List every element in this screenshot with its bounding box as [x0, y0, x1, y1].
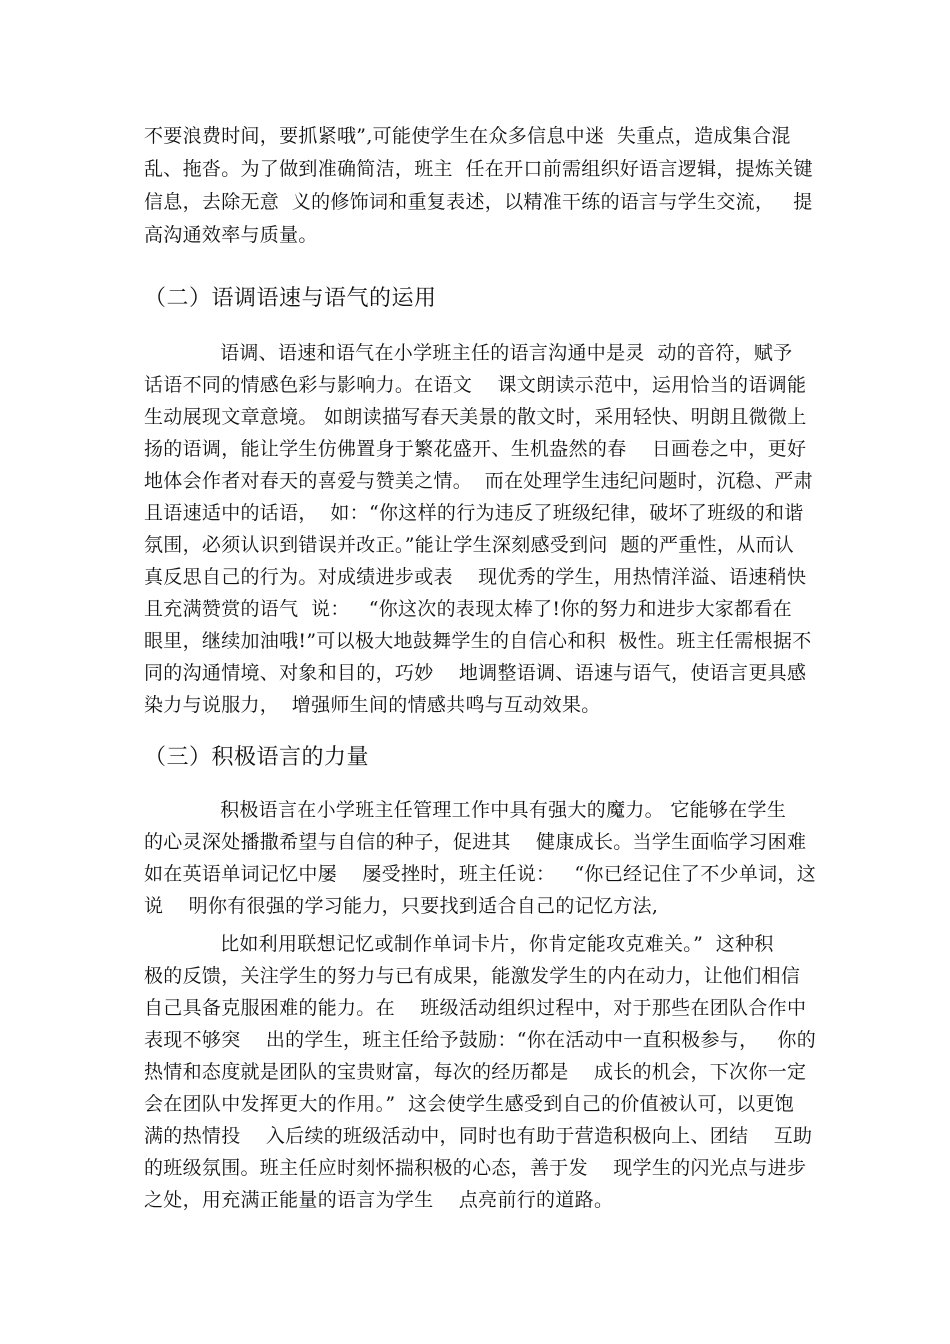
section-3-line-3: 如在英语单词记忆中屡 屡受挫时，班主任说： “你已经记住了不少单词，这 [144, 863, 816, 885]
section-2-line-8: 真反思自己的行为。对成绩进步或表 现优秀的学生，用热情洋溢、语速稍快 [144, 566, 807, 588]
section-3-line-13: 之处，用充满正能量的语言为学生 点亮前行的道路。 [144, 1189, 614, 1211]
section-2-heading: （二）语调语速与语气的运用 [144, 286, 437, 311]
section-2-line-3: 生动展现文章意境。 如朗读描写春天美景的散文时，采用轻快、明朗且微微上 [144, 406, 807, 428]
section-3-line-5: 比如利用联想记忆或制作单词卡片，你肯定能攻克难关。” 这种积 [144, 933, 774, 955]
section-3-line-9: 热情和态度就是团队的宝贵财富，每次的经历都是 成长的机会，下次你一定 [144, 1061, 807, 1083]
section-3-heading: （三）积极语言的力量 [144, 745, 370, 770]
section-2-line-12: 染力与说服力， 增强师生间的情感共鸣与互动效果。 [144, 694, 601, 716]
section-3-line-6: 极的反馈，关注学生的努力与已有成果，能激发学生的内在动力，让他们相信 [144, 965, 801, 987]
paragraph-1-line-1: 不要浪费时间，要抓紧哦”,可能使学生在众多信息中迷 失重点，造成集合混 [144, 125, 791, 147]
section-3-line-11: 满的热情投 入后续的班级活动中，同时也有助于营造积极向上、团结 互助 [144, 1125, 813, 1147]
section-3-line-1: 积极语言在小学班主任管理工作中具有强大的魔力。 它能够在学生 [144, 799, 787, 821]
section-2-line-1: 语调、语速和语气在小学班主任的语言沟通中是灵 动的音符，赋予 [144, 342, 793, 364]
section-2-line-6: 且语速适中的话语， 如：“你这样的行为违反了班级纪律，破坏了班级的和谐 [144, 502, 804, 524]
paragraph-1-line-3: 信息，去除无意 义的修饰词和重复表述，以精准干练的语言与学生交流， 提 [144, 191, 813, 213]
section-3-line-4: 说 明你有很强的学习能力，只要找到适合自己的记忆方法, [144, 895, 659, 917]
section-2-line-9: 且充满赞赏的语气 说： “你这次的表现太棒了!你的努力和进步大家都看在 [144, 598, 792, 620]
section-2-line-2: 话语不同的情感色彩与影响力。在语文 课文朗读示范中，运用恰当的语调能 [144, 374, 807, 396]
section-3-line-7: 自己具备克服困难的能力。在 班级活动组织过程中，对于那些在团队合作中 [144, 997, 807, 1019]
paragraph-1-line-4: 高沟通效率与质量。 [144, 224, 318, 246]
section-2-line-5: 地体会作者对春天的喜爱与赞美之情。 而在处理学生违纪问题时，沉稳、严肃 [144, 470, 813, 492]
section-2-line-4: 扬的语调，能让学生仿佛置身于繁花盛开、生机盎然的春 日画卷之中，更好 [144, 438, 807, 460]
section-3-line-8: 表现不够突 出的学生，班主任给予鼓励：“你在活动中一直积极参与， 你的 [144, 1029, 816, 1051]
section-3-line-2: 的心灵深处播撒希望与自信的种子，促进其 健康成长。当学生面临学习困难 [144, 831, 807, 853]
section-3-line-10: 会在团队中发挥更大的作用。” 这会使学生感受到自己的价值被认可，以更饱 [144, 1093, 795, 1115]
section-2-line-11: 同的沟通情境、对象和目的，巧妙 地调整语调、语速与语气，使语言更具感 [144, 662, 807, 684]
section-3-line-12: 的班级氛围。班主任应时刻怀揣积极的心态，善于发 现学生的闪光点与进步 [144, 1157, 807, 1179]
section-2-line-7: 氛围，必须认识到错误并改正。”能让学生深刻感受到问 题的严重性，从而认 [144, 534, 795, 556]
section-2-line-10: 眼里，继续加油哦!”可以极大地鼓舞学生的自信心和积 极性。班主任需根据不 [144, 630, 812, 652]
paragraph-1-line-2: 乱、拖沓。为了做到准确简洁，班主 任在开口前需组织好语言逻辑，提炼关键 [144, 158, 813, 180]
